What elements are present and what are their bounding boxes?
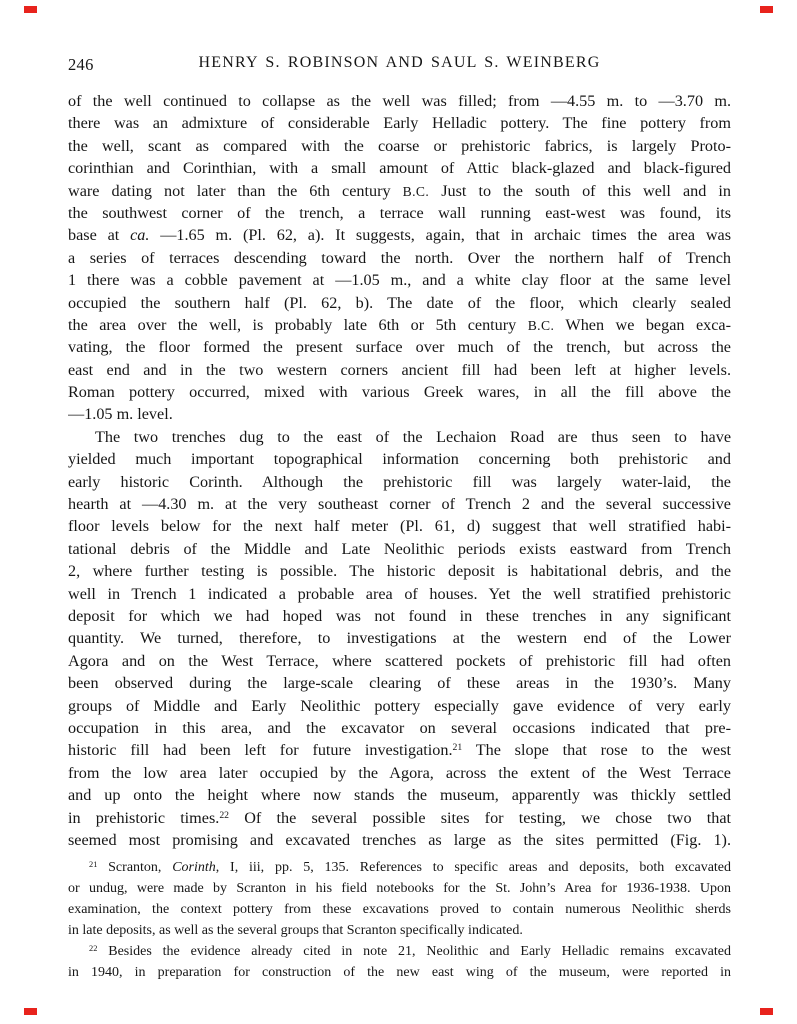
text-line: occupied the southern half (Pl. 62, b). The date of the floor, which clearly sealed xyxy=(68,293,731,312)
text-line: corinthian and Corinthian, with a small amount of Attic black-glazed and black-figured xyxy=(68,159,731,178)
text-line: groups of Middle and Early Neolithic pottery especially gave evidence of very early xyxy=(68,696,731,715)
paragraph xyxy=(68,426,731,851)
registration-mark-bottom-right xyxy=(760,1008,773,1015)
text-line: base at ca. —1.65 m. (Pl. 62, a). It suggests, again, that in archaic times the area was xyxy=(68,226,731,245)
text-line: vating, the floor formed the present surface over much of the trench, but across the xyxy=(68,338,731,357)
text-line: Agora and on the West Terrace, where scattered pockets of prehistoric fill had often xyxy=(68,651,731,670)
text-line: or undug, were made by Scranton in his field notebooks for the St. John’s Area for 1936-1938. Upon xyxy=(68,881,731,896)
text-line: 2, where further testing is possible. The historic deposit is habitational debris, and the xyxy=(68,562,731,581)
text-line: tational debris of the Middle and Late Neolithic periods exists eastward from Trench xyxy=(68,539,731,558)
registration-mark-top-left xyxy=(24,6,37,13)
text-line: seemed most promising and excavated trenches as large as the sites permitted (Fig. 1). xyxy=(68,830,731,849)
article-body xyxy=(68,90,731,851)
running-header xyxy=(68,54,731,76)
footnotes xyxy=(68,857,731,983)
text-line: occupation in this area, and the excavator on several occasions indicated that pre- xyxy=(68,718,731,737)
text-line: $^{22}$ Besides the evidence already cited in note 21, Neolithic and Early Helladic remains excavated xyxy=(89,943,731,959)
text-line: of the well continued to collapse as the well was filled; from —4.55 m. to —3.70 m. xyxy=(68,92,731,110)
text-line: examination, the context pottery from these excavations proved to contain numerous Neolithic sherds xyxy=(68,902,731,917)
text-line: and up onto the height where now stands the museum, apparently was thickly settled xyxy=(68,786,731,805)
text-line: in prehistoric times.$^{22}$ Of the several possible sites for testing, we chose two that xyxy=(68,808,731,827)
text-line: early historic Corinth. Although the prehistoric fill was largely water-laid, the xyxy=(68,472,731,491)
text-line: the southwest corner of the trench, a terrace wall running east-west was found, its xyxy=(68,203,731,222)
text-line: —1.05 m. level. xyxy=(68,405,173,424)
text-line: been observed during the large-scale clearing of these areas in the 1930’s. Many xyxy=(68,674,731,693)
text-line: hearth at —4.30 m. at the very southeast corner of Trench 2 and the several successive xyxy=(68,495,731,514)
text-line: The two trenches dug to the east of the Lechaion Road are thus seen to have xyxy=(95,427,731,446)
text-line: historic fill had been left for future investigation.$^{21}$ The slope that rose to the west xyxy=(68,741,731,760)
text-line: the well, scant as compared with the coarse or prehistoric fabrics, is largely Proto- xyxy=(68,136,731,155)
registration-mark-top-right xyxy=(760,6,773,13)
text-line: quantity. We turned, therefore, to investigations at the western end of the Lower xyxy=(68,629,731,648)
text-line: in late deposits, as well as the several groups that Scranton specifically indicated. xyxy=(68,923,523,938)
text-line: 1 there was a cobble pavement at —1.05 m., and a white clay floor at the same level xyxy=(68,271,731,290)
text-line: floor levels below for the next half meter (Pl. 61, d) suggest that well stratified habi- xyxy=(68,517,731,536)
page-number: 246 xyxy=(68,55,94,74)
text-line: a series of terraces descending toward the north. Over the northern half of Trench xyxy=(68,248,731,267)
text-line: Roman pottery occurred, mixed with various Greek wares, in all the fill above the xyxy=(68,383,731,402)
text-line: well in Trench 1 indicated a probable area of houses. Yet the well stratified prehistoric xyxy=(68,584,731,603)
registration-mark-bottom-left xyxy=(24,1008,37,1015)
text-line: $^{21}$ Scranton, Corinth, I, iii, pp. 5, 135. References to specific areas and deposits, both excavated xyxy=(89,859,731,875)
paragraph xyxy=(68,90,731,426)
text-line: yielded much important topographical information concerning both prehistoric and xyxy=(68,450,731,469)
text-line: from the low area later occupied by the Agora, across the extent of the West Terrace xyxy=(68,763,731,782)
footnote xyxy=(68,857,731,941)
running-header-title: HENRY S. ROBINSON AND SAUL S. WEINBERG xyxy=(198,54,601,71)
text-line: ware dating not later than the 6th century B.C. Just to the south of this well and in xyxy=(68,181,731,200)
text-line: there was an admixture of considerable Early Helladic pottery. The fine pottery from xyxy=(68,114,731,133)
text-line: in 1940, in preparation for construction of the new east wing of the museum, were reported in xyxy=(68,965,731,980)
footnote xyxy=(68,941,731,983)
text-line: deposit for which we had hoped was not found in these trenches in any significant xyxy=(68,606,731,625)
text-line: the area over the well, is probably late 6th or 5th century B.C. When we began exca- xyxy=(68,315,731,334)
text-line: east end and in the two western corners ancient fill had been left at higher levels. xyxy=(68,360,731,379)
